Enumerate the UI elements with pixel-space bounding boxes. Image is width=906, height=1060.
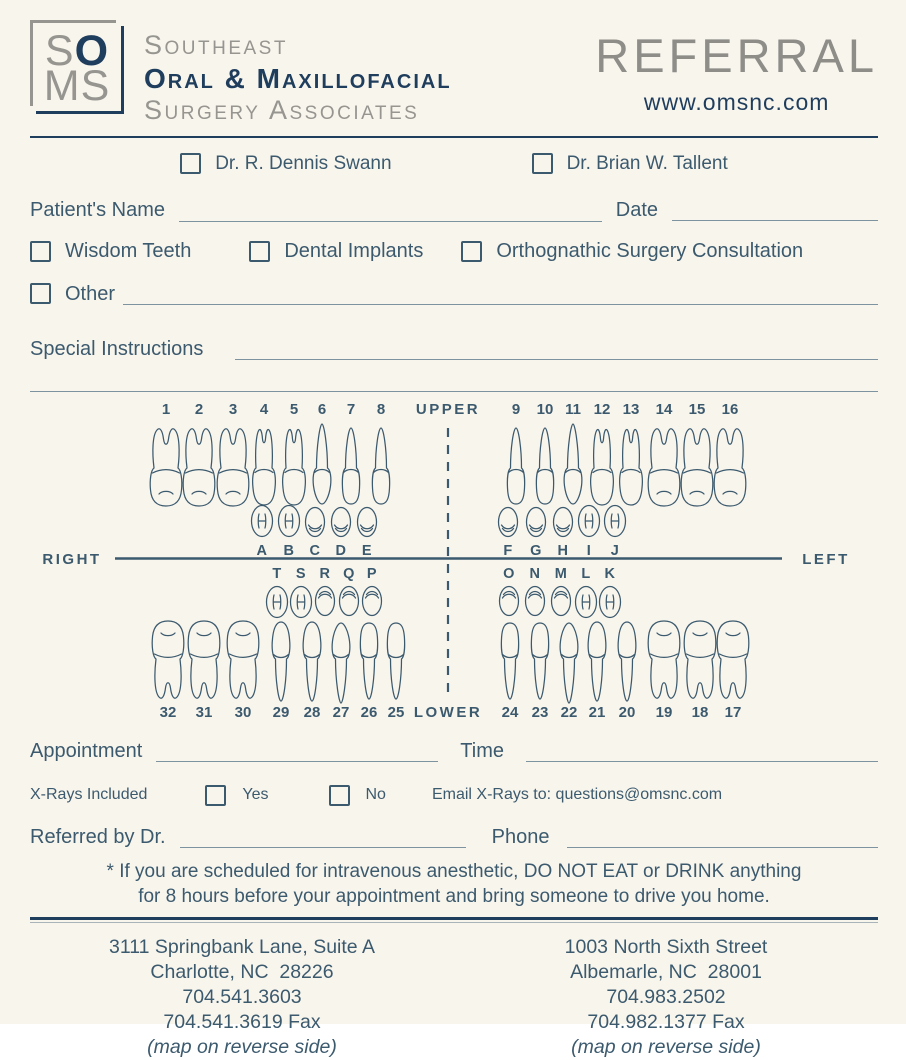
tooth-5 <box>283 429 306 505</box>
tooth-number-26: 26 <box>360 703 378 721</box>
albemarle-phone: 704.983.2502 <box>606 985 726 1008</box>
letter-s: S <box>295 565 307 582</box>
company-line-2: Oral & Maxillofacial <box>144 62 452 94</box>
letter-m: M <box>554 565 568 582</box>
wisdom-teeth-option <box>30 240 191 263</box>
title-block <box>595 29 878 116</box>
xrays-yes-label: Yes <box>242 786 269 804</box>
primary-tooth-j <box>605 505 626 536</box>
orthognathic-checkbox[interactable] <box>461 241 482 262</box>
letter-b: B <box>283 542 295 559</box>
tooth-number-11: 11 <box>565 400 581 418</box>
letter-p: P <box>366 565 378 582</box>
logo-monogram <box>30 20 124 114</box>
header-divider <box>30 136 878 138</box>
tooth-1 <box>150 429 182 506</box>
xrays-no-checkbox[interactable] <box>329 785 350 806</box>
primary-tooth-e <box>358 507 377 536</box>
appointment-row <box>30 740 878 763</box>
page-title: REFERRAL <box>595 29 878 82</box>
tooth-7 <box>342 428 359 504</box>
charlotte-fax: 704.541.3619 Fax <box>163 1010 321 1033</box>
special-instructions-row <box>30 338 878 361</box>
tooth-19 <box>648 621 680 698</box>
lower-zone-label: LOWER <box>413 703 483 721</box>
tooth-13 <box>620 429 643 505</box>
letter-k: K <box>604 565 616 582</box>
tooth-number-2: 2 <box>194 400 204 418</box>
tooth-number-29: 29 <box>272 703 290 721</box>
orthognathic-option <box>461 240 803 263</box>
tooth-4 <box>253 429 276 505</box>
location-charlotte <box>30 935 454 1060</box>
tooth-26 <box>360 623 377 699</box>
letter-q: Q <box>343 565 355 582</box>
primary-tooth-s <box>291 586 312 617</box>
doctor-tallent-label: Dr. Brian W. Tallent <box>566 152 728 174</box>
tooth-number-18: 18 <box>691 703 709 721</box>
primary-tooth-k <box>600 586 621 617</box>
tooth-number-30: 30 <box>234 703 252 721</box>
tooth-number-8: 8 <box>376 400 386 418</box>
letter-t: T <box>272 565 282 582</box>
tooth-15 <box>681 429 713 506</box>
tooth-3 <box>217 429 249 506</box>
tooth-number-24: 24 <box>501 703 519 721</box>
logo-letter-o: O <box>74 26 110 75</box>
primary-tooth-m <box>552 586 571 615</box>
tooth-number-32: 32 <box>159 703 177 721</box>
patient-name-field[interactable] <box>179 201 602 222</box>
referred-by-row <box>30 826 878 849</box>
wisdom-teeth-label: Wisdom Teeth <box>65 239 192 262</box>
other-checkbox[interactable] <box>30 283 51 304</box>
tooth-number-5: 5 <box>289 400 299 418</box>
letter-f: F <box>503 542 513 559</box>
doctor-swann-label: Dr. R. Dennis Swann <box>215 152 392 174</box>
albemarle-address-1: 1003 North Sixth Street <box>564 936 768 959</box>
special-instructions-label: Special Instructions <box>30 337 204 360</box>
company-line-3: Surgery Associates <box>144 94 420 125</box>
xrays-yes-checkbox[interactable] <box>205 785 226 806</box>
letter-o: O <box>503 565 515 582</box>
email-xrays-text: Email X-Rays to: questions@omsnc.com <box>431 786 723 804</box>
letter-e: E <box>361 542 373 559</box>
doctor-swann-checkbox[interactable] <box>180 153 201 174</box>
tooth-number-12: 12 <box>593 400 611 418</box>
tooth-14 <box>648 429 680 506</box>
form-header <box>30 20 878 127</box>
dental-implants-label: Dental Implants <box>284 239 424 262</box>
tooth-number-9: 9 <box>511 400 521 418</box>
doctor-tallent-option <box>532 153 728 175</box>
tooth-29 <box>272 622 290 701</box>
primary-tooth-i <box>579 505 600 536</box>
tooth-12 <box>591 429 614 505</box>
letter-c: C <box>309 542 321 559</box>
tooth-number-23: 23 <box>531 703 549 721</box>
referred-by-field[interactable] <box>180 827 466 848</box>
date-field[interactable] <box>672 200 878 221</box>
tooth-8 <box>372 428 389 504</box>
right-side-label: RIGHT <box>42 550 102 568</box>
charlotte-address-2: Charlotte, NC 28226 <box>150 960 334 983</box>
warning-line-2: for 8 hours before your appointment and bring someone to drive you home. <box>138 886 770 908</box>
tooth-22 <box>560 623 578 703</box>
logo-letters-ms: MS <box>43 62 111 110</box>
date-label: Date <box>615 198 658 221</box>
letter-d: D <box>335 542 347 559</box>
tooth-28 <box>303 622 321 701</box>
letter-r: R <box>319 565 331 582</box>
patient-name-row <box>30 199 878 222</box>
referred-by-label: Referred by Dr. <box>30 825 166 848</box>
website-url: www.omsnc.com <box>643 89 830 115</box>
other-row <box>30 283 878 306</box>
letter-a: A <box>256 542 268 559</box>
tooth-number-6: 6 <box>317 400 327 418</box>
other-label: Other <box>65 282 116 305</box>
primary-tooth-g <box>527 507 546 536</box>
primary-tooth-f <box>499 507 518 536</box>
primary-tooth-a <box>252 505 273 536</box>
tooth-20 <box>618 622 636 701</box>
tooth-17 <box>717 621 749 698</box>
tooth-number-7: 7 <box>346 400 356 418</box>
primary-tooth-c <box>306 507 325 536</box>
warning-line-1: * If you are scheduled for intravenous anesthetic, DO NOT EAT or DRINK anything <box>106 860 802 882</box>
tooth-30 <box>227 621 259 698</box>
footer-divider <box>30 917 878 923</box>
tooth-number-17: 17 <box>724 703 742 721</box>
time-field[interactable] <box>526 741 878 762</box>
location-albemarle <box>454 935 878 1060</box>
tooth-chart <box>0 400 906 720</box>
tooth-21 <box>588 622 606 701</box>
doctor-selection <box>30 153 878 175</box>
company-line-1: Southeast <box>144 30 288 60</box>
tooth-number-1: 1 <box>161 400 171 418</box>
logo-letter-s: S <box>44 26 75 75</box>
anesthetic-warning <box>30 859 878 910</box>
tooth-number-19: 19 <box>655 703 673 721</box>
tooth-number-20: 20 <box>618 703 636 721</box>
xrays-included-label: X-Rays Included <box>30 786 148 804</box>
special-instructions-field-line2[interactable] <box>30 391 878 392</box>
tooth-number-21: 21 <box>588 703 606 721</box>
albemarle-fax: 704.982.1377 Fax <box>587 1010 745 1033</box>
albemarle-address-2: Albemarle, NC 28001 <box>570 960 762 983</box>
office-locations <box>30 935 878 1060</box>
xrays-row <box>30 785 878 806</box>
tooth-number-28: 28 <box>303 703 321 721</box>
other-field[interactable] <box>123 284 878 305</box>
primary-tooth-b <box>279 505 300 536</box>
tooth-number-15: 15 <box>688 400 706 418</box>
phone-field[interactable] <box>567 827 878 848</box>
tooth-10 <box>536 428 553 504</box>
tooth-number-27: 27 <box>332 703 350 721</box>
orthognathic-label: Orthognathic Surgery Consultation <box>496 239 804 262</box>
tooth-number-31: 31 <box>195 703 213 721</box>
charlotte-address-1: 3111 Springbank Lane, Suite A <box>109 936 375 959</box>
appointment-field[interactable] <box>156 741 438 762</box>
soms-logo <box>30 20 124 114</box>
doctor-tallent-checkbox[interactable] <box>532 153 553 174</box>
primary-tooth-r <box>316 586 335 615</box>
tooth-32 <box>152 621 184 698</box>
primary-tooth-p <box>363 586 382 615</box>
tooth-number-10: 10 <box>536 400 554 418</box>
tooth-number-4: 4 <box>259 400 269 418</box>
primary-tooth-l <box>576 586 597 617</box>
tooth-number-25: 25 <box>387 703 405 721</box>
primary-tooth-q <box>340 586 359 615</box>
tooth-31 <box>188 621 220 698</box>
phone-label: Phone <box>491 825 550 848</box>
letter-i: I <box>586 542 592 559</box>
tooth-number-22: 22 <box>560 703 578 721</box>
primary-tooth-h <box>554 507 573 536</box>
patient-name-label: Patient's Name <box>30 198 165 221</box>
wisdom-teeth-checkbox[interactable] <box>30 241 51 262</box>
tooth-number-13: 13 <box>622 400 640 418</box>
tooth-18 <box>684 621 716 698</box>
letter-j: J <box>610 542 620 559</box>
tooth-number-3: 3 <box>228 400 238 418</box>
primary-tooth-o <box>500 586 519 615</box>
letter-h: H <box>557 542 569 559</box>
special-instructions-field-line1[interactable] <box>235 339 878 360</box>
tooth-number-16: 16 <box>721 400 739 418</box>
primary-tooth-t <box>267 586 288 617</box>
procedure-options <box>30 240 878 263</box>
dental-implants-checkbox[interactable] <box>249 241 270 262</box>
primary-tooth-d <box>332 507 351 536</box>
tooth-16 <box>714 429 746 506</box>
appointment-label: Appointment <box>30 739 143 762</box>
xrays-no-label: No <box>365 786 386 804</box>
time-label: Time <box>460 739 504 762</box>
left-side-label: LEFT <box>802 550 850 568</box>
upper-zone-label: UPPER <box>415 400 481 418</box>
letter-n: N <box>529 565 541 582</box>
tooth-6 <box>313 424 331 504</box>
tooth-number-14: 14 <box>655 400 673 418</box>
tooth-25 <box>387 623 404 699</box>
charlotte-phone: 704.541.3603 <box>182 985 302 1008</box>
tooth-24 <box>501 623 518 699</box>
tooth-23 <box>531 623 548 699</box>
doctor-swann-option <box>180 153 391 175</box>
letter-l: L <box>581 565 591 582</box>
tooth-11 <box>564 424 582 504</box>
primary-tooth-n <box>526 586 545 615</box>
tooth-2 <box>183 429 215 506</box>
charlotte-map-note: (map on reverse side) <box>147 1035 337 1058</box>
letter-g: G <box>530 542 542 559</box>
albemarle-map-note: (map on reverse side) <box>571 1035 761 1058</box>
tooth-27 <box>332 623 350 703</box>
company-name <box>144 30 452 127</box>
tooth-9 <box>507 428 524 504</box>
dental-implants-option <box>249 240 423 263</box>
